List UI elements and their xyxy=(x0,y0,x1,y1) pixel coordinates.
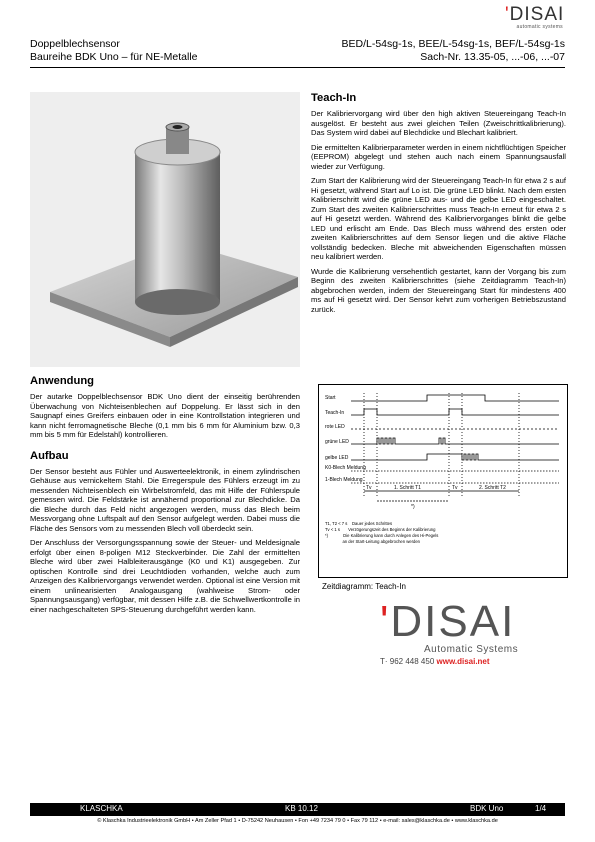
model-numbers: BED/L-54sg-1s, BEE/L-54sg-1s, BEF/L-54sg-1s xyxy=(341,38,565,50)
footer-document-id: KB 10.12 xyxy=(285,804,318,813)
sensor-illustration xyxy=(30,92,300,367)
logo-contact xyxy=(380,657,530,666)
logo-large-accent: ' xyxy=(380,597,391,646)
timing-diagram-svg xyxy=(319,385,567,577)
disai-logo-small xyxy=(505,5,563,30)
logo-accent: ' xyxy=(505,4,510,25)
aufbau-paragraph-2: Der Anschluss der Versorgungsspannung sowie der Steuer- und Meldesignale erfolgt über einen 8-poligen M12 Steckverbinder. Die Zahl der ermittelten Bleche wird über zwei Halbleiterausgänge (K0 und K1) ausgegeben. Zur optischen Kontrolle sind drei Leuchtdioden vorhanden, welche auch zum Anzeigen des Kalibriervorgangs verwendet werden. Optional ist eine Version mit einem unlinearisierten Analogausgang (wahlweise Strom- oder Spannungsausgang) verfügbar, mit dessen Hilfe z.B. die Schwellwertkontrolle in einer nachgeschalteten SPS-Steuerung durchgeführt werden kann. xyxy=(30,538,300,614)
signal-label-k0: K0-Blech Meldung xyxy=(325,465,366,471)
abort-marker: *) xyxy=(411,504,415,510)
signal-label-1-blech: 1-Blech Meldung xyxy=(325,477,363,483)
logo-brand: DISAI xyxy=(509,4,565,25)
tv-label-1: Tv xyxy=(366,485,372,491)
section-title-aufbau: Aufbau xyxy=(30,449,69,462)
step2-label: 2. Schritt T2 xyxy=(479,485,506,491)
footer-bar xyxy=(30,803,565,816)
disai-logo-large xyxy=(380,597,530,666)
product-title: Doppelblechsensor xyxy=(30,38,120,50)
legend-line-2: Tv < 1 s Verzögerungszeit des Beginns der Kalibrierung xyxy=(325,527,436,532)
logo-subtitle: automatic systems xyxy=(516,24,563,30)
footer-imprint: © Klaschka Industrieelektronik GmbH • Am Zeller Pfad 1 • D-75242 Neuhausen • Fon +49 7234 79 0 • Fax 79 112 • e-mail: sales@klaschka.de • www.klaschka.de xyxy=(97,818,498,824)
logo-large-subtitle: Automatic Systems xyxy=(424,644,519,655)
aufbau-paragraph-1: Der Sensor besteht aus Fühler und Auswerteelektronik, in einem zylindrischen Gehäuse aus vernickeltem Stahl. Die Erregerspule des Fühlers erzeugt im zu messenden Nichteisenblech ein Wirbelstromfeld, das mit Hilfe der Fühlerspule gemessen wird. Die Feldstärke ist annähernd proportional zur Blechdicke. Da die Bleche durch das Feld nicht angezogen werden, muss das Blech beim Messvorgang ohne Luftspalt auf den Sensor aufgelegt werden. Dabei muss die Fläche des Sensors vom zu messenden Blech voll überdeckt sein. xyxy=(30,466,300,533)
step1-label: 1. Schritt T1 xyxy=(394,485,421,491)
signal-label-start: Start xyxy=(325,395,336,401)
right-column xyxy=(311,92,566,319)
teach-in-paragraph-1: Der Kalibriervorgang wird über den high aktiven Steuereingang Teach-In ausgelöst. Er besteht aus zwei gleichen Teilen (Zweischrittkalibrierung). Das System wird dabei auf Blechdicke und Blechart kalibriert. xyxy=(311,109,566,137)
diagram-caption: Zeitdiagramm: Teach-In xyxy=(322,582,406,591)
teach-in-paragraph-3: Zum Start der Kalibrierung wird der Steuereingang Teach-In für etwa 2 s auf Hi gesetzt, während Start auf Lo ist. Die grüne LED blinkt. Nach dem ersten Kalibrierschritt wird die grüne LED aus- und die gelbe LED eingeschaltet. Zum Start des zweiten Kalibrierschrittes muss Teach-In erneut für etwa 2 s auf Hi gesetzt werden. Während des Kalibriervorganges blinkt die gelbe LED und erlischt am Ende. Das Blech muss während des ersten oder zweiten Kalibrierschrittes auf dem Sensor liegen und die aktive Fläche vollständig bedecken. Bleche mit abweichenden Eigenschaften müssen neu kalibriert werden. xyxy=(311,176,566,261)
product-photo xyxy=(30,92,300,367)
footer-page-number: 1/4 xyxy=(535,804,547,813)
anwendung-paragraph: Der autarke Doppelblechsensor BDK Uno dient der einseitig berührenden Überwachung von Nichteisenblechen auf Doppelung. Er lässt sich in den Saugnapf eines Greifers einbauen oder in eine Kontrollstation integrieren und kann nicht ferromagnetische Bleche (0,1 mm bis 6 mm für Aluminium bzw. 0,3 mm bis 5 mm für Edelstahl) kontrollieren. xyxy=(30,392,300,439)
footer-company: KLASCHKA xyxy=(80,804,123,813)
article-numbers: Sach-Nr. 13.35-05, ...-06, ...-07 xyxy=(420,51,565,63)
signal-label-teach-in: Teach-In xyxy=(325,410,345,416)
timing-diagram xyxy=(318,384,568,578)
section-title-anwendung: Anwendung xyxy=(30,375,95,387)
header-right xyxy=(341,38,565,64)
header-left xyxy=(30,38,198,64)
section-title-teach-in: Teach-In xyxy=(311,92,357,104)
teach-in-paragraph-2: Die ermittelten Kalibrierparameter werden in einem nichtflüchtigen Speicher (EEPROM) abgelegt und stehen auch nach einem Spannungsausfall wieder zur Verfügung. xyxy=(311,142,566,171)
contact-website[interactable]: www.disai.net xyxy=(436,657,490,666)
logo-large-brand: DISAI xyxy=(390,597,516,646)
legend-line-1: T1, T2 < 7 s Dauer jedes Schrittes xyxy=(325,521,393,526)
left-column xyxy=(30,375,300,619)
teach-in-paragraph-4: Wurde die Kalibrierung versehentlich gestartet, kann der Vorgang bis zum Beginn des zweiten Kalibrierschrittes (siehe Zeitdiagramm Teach-In) abgebrochen werden, indem der Steuereingang Start für mindestens 400 ms auf Hi gesetzt wird. Der Sensor kehrt zum vorherigen Betriebszustand zurück. xyxy=(311,266,566,314)
legend-line-3: *) Die Kalibrierung kann durch Anlegen des Hi-Pegels xyxy=(325,533,439,538)
tv-label-2: Tv xyxy=(452,485,458,491)
signal-label-red-led: rote LED xyxy=(325,424,345,430)
footer-product: BDK Uno xyxy=(470,804,504,813)
signal-label-yellow-led: gelbe LED xyxy=(325,455,349,461)
signal-label-green-led: grüne LED xyxy=(325,439,349,445)
legend-line-4: an der Start-Leitung abgebrochen werden xyxy=(325,539,420,544)
contact-phone: T· 962 448 450 xyxy=(380,657,435,666)
product-series: Baureihe BDK Uno – für NE-Metalle xyxy=(30,51,198,63)
header-rule xyxy=(30,67,565,68)
